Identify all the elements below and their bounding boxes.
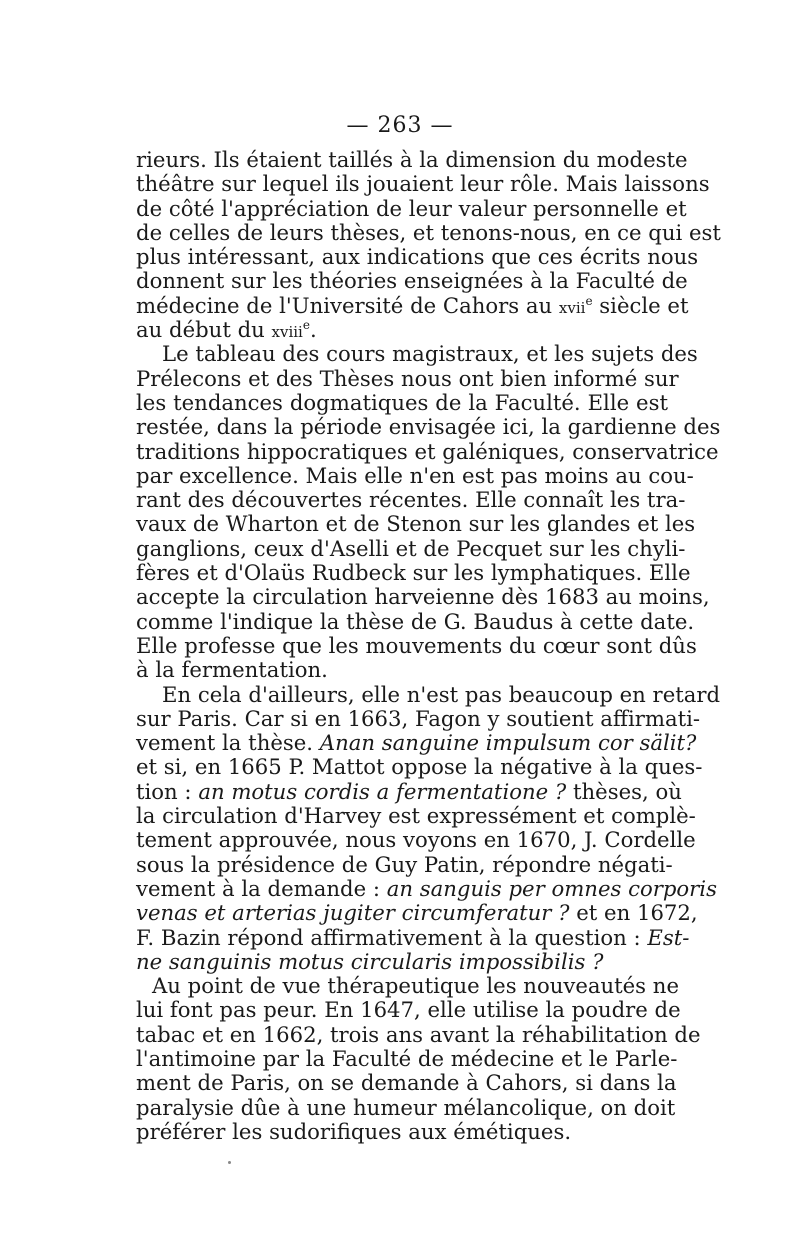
text-run: lui font pas peur. En 1647, elle utilise la poudre de xyxy=(136,997,681,1023)
text-line xyxy=(136,341,698,367)
text-line xyxy=(136,195,687,221)
text-run: F. Bazin répond affirmativement à la question : xyxy=(136,924,648,950)
text-run: Au point de vue thérapeutique les nouveautés ne xyxy=(152,973,679,999)
text-line xyxy=(136,875,717,901)
text-line xyxy=(136,462,694,488)
text-line xyxy=(136,827,696,853)
text-line xyxy=(136,268,688,294)
text-run: par excellence. Mais elle n'en est pas moins au cou- xyxy=(136,462,694,488)
text-run: Prélecons et des Thèses nous ont bien informé sur xyxy=(136,365,679,391)
text-line xyxy=(136,950,668,974)
text-line xyxy=(136,414,721,440)
text-run: et si, en 1665 P. Mattot oppose la négative à la ques- xyxy=(136,754,703,780)
text-run: comme l'indique la thèse de G. Baudus à cette date. xyxy=(136,608,695,634)
text-line xyxy=(136,608,695,634)
text-run: médecine de l'Université de Cahors au xyxy=(136,292,559,318)
text-run: tabac et en 1662, trois ans avant la réhabilitation de xyxy=(136,1021,701,1047)
paper-speck xyxy=(228,1161,231,1164)
text-run: vaux de Wharton et de Stenon sur les glandes et les xyxy=(136,511,696,537)
text-run: accepte la circulation harveienne dès 1683 au moins, xyxy=(136,584,710,610)
text-line xyxy=(136,171,710,197)
text-line xyxy=(136,803,696,829)
superscript: e xyxy=(302,318,310,333)
text-line xyxy=(136,681,721,707)
text-run: En cela d'ailleurs, elle n'est pas beaucoup en retard xyxy=(162,681,721,707)
text-line xyxy=(136,391,668,415)
text-run: ne sanguinis motus circularis impossibilis ? xyxy=(136,948,604,974)
text-run: siècle et xyxy=(592,292,689,318)
text-run: fères et d'Olaüs Rudbeck sur les lymphatiques. Elle xyxy=(136,560,691,586)
text-run: à la fermentation. xyxy=(136,657,328,683)
text-run: Anan sanguine impulsum cor sälit? xyxy=(319,730,697,756)
text-line xyxy=(136,658,668,682)
text-line xyxy=(136,438,719,464)
text-run: Le tableau des cours magistraux, et les sujets des xyxy=(162,341,698,367)
text-line xyxy=(136,1070,677,1096)
text-run: tion : xyxy=(136,778,199,804)
body-text xyxy=(136,147,721,1144)
text-run: donnent sur les théories enseignées à la Faculté de xyxy=(136,268,688,294)
text-line xyxy=(136,560,691,586)
text-run: vement la thèse. xyxy=(136,730,320,756)
text-run: ganglions, ceux d'Aselli et de Pecquet sur les chyli- xyxy=(136,535,686,561)
text-run: et en 1672, xyxy=(569,900,698,926)
text-line xyxy=(136,535,686,561)
text-line xyxy=(136,487,686,513)
text-line xyxy=(136,900,698,926)
text-run: tement approuvée, nous voyons en 1670, J. Cordelle xyxy=(136,827,696,853)
text-line xyxy=(136,511,696,537)
text-run: an sanguis per omnes corporis xyxy=(386,875,717,901)
text-line xyxy=(136,219,721,245)
text-run: vement à la demande : xyxy=(136,875,387,901)
text-run: venas et arterias jugiter circumferatur ? xyxy=(136,900,570,926)
text-line xyxy=(136,1120,668,1144)
text-line xyxy=(136,924,690,950)
text-line xyxy=(136,292,689,318)
text-line xyxy=(136,318,668,342)
text-run: rieurs. Ils étaient taillés à la dimension du modeste xyxy=(136,147,688,172)
text-line xyxy=(136,244,699,270)
text-line xyxy=(136,147,688,172)
text-line xyxy=(136,705,701,731)
text-run: Est- xyxy=(647,924,690,950)
text-run: plus intéressant, aux indications que ces écrits nous xyxy=(136,244,699,270)
text-run: thèses, où xyxy=(566,778,682,804)
text-line xyxy=(136,1094,676,1120)
text-line xyxy=(136,365,679,391)
text-run: de côté l'appréciation de leur valeur personnelle et xyxy=(136,195,687,221)
text-run: préférer les sudorifiques aux émétiques. xyxy=(136,1118,572,1144)
text-run: restée, dans la période envisagée ici, la gardienne des xyxy=(136,414,721,440)
text-line xyxy=(136,1045,678,1071)
text-run: paralysie dûe à une humeur mélancolique, on doit xyxy=(136,1094,676,1120)
text-run: la circulation d'Harvey est expressément et complè- xyxy=(136,803,696,829)
page-number: — 263 — xyxy=(346,113,454,138)
text-line xyxy=(136,778,682,804)
text-run: rant des découvertes récentes. Elle connaît les tra- xyxy=(136,487,686,513)
text-run: l'antimoine par la Faculté de médecine et le Parle- xyxy=(136,1045,678,1071)
superscript: e xyxy=(585,293,593,308)
text-line xyxy=(136,730,697,756)
text-run: de celles de leurs thèses, et tenons-nous, en ce qui est xyxy=(136,219,721,245)
text-line xyxy=(136,632,697,658)
text-run: traditions hippocratiques et galéniques, conservatrice xyxy=(136,438,719,464)
text-run: xviii xyxy=(271,323,303,342)
text-run: théâtre sur lequel ils jouaient leur rôle. Mais laissons xyxy=(136,171,710,197)
text-run: sur Paris. Car si en 1663, Fagon y soutient affirmati- xyxy=(136,705,701,731)
text-line xyxy=(136,997,681,1023)
text-run: les tendances dogmatiques de la Faculté. Elle est xyxy=(136,389,668,415)
text-run: au début du xyxy=(136,317,272,343)
text-run: . xyxy=(309,317,317,343)
text-line xyxy=(136,973,679,999)
text-line xyxy=(136,1021,701,1047)
text-line xyxy=(136,584,710,610)
text-line xyxy=(136,851,673,877)
text-run: an motus cordis a fermentatione ? xyxy=(198,778,567,804)
text-line xyxy=(136,754,703,780)
text-run: sous la présidence de Guy Patin, répondre négati- xyxy=(136,851,673,877)
text-run: ment de Paris, on se demande à Cahors, si dans la xyxy=(136,1070,677,1096)
text-run: Elle professe que les mouvements du cœur sont dûs xyxy=(136,632,697,658)
text-run: xvii xyxy=(558,298,586,317)
